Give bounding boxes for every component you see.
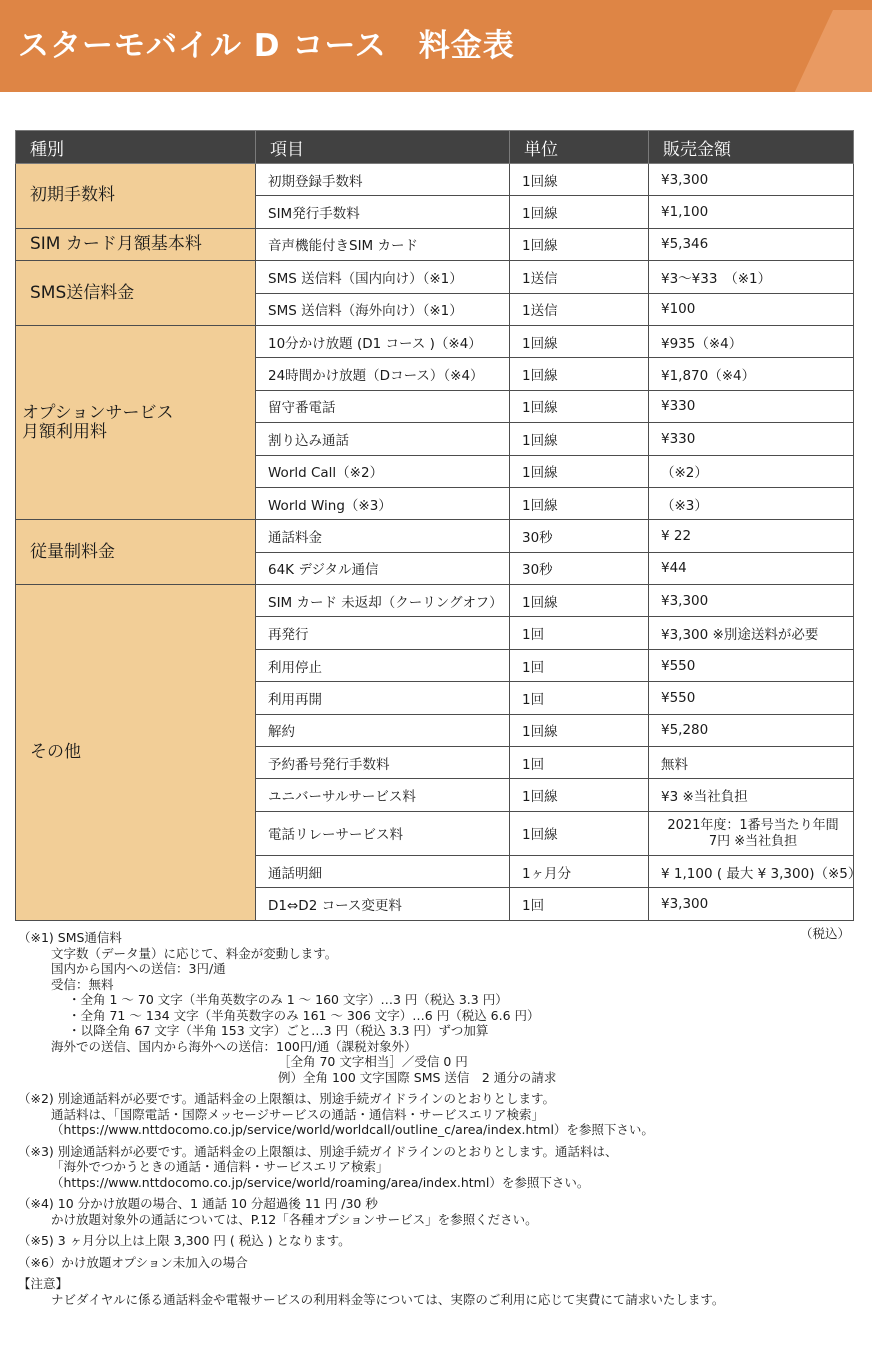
table-row	[16, 325, 854, 357]
unit-cell: 1回	[510, 649, 649, 681]
item-cell: 初期登録手数料	[256, 164, 510, 196]
price-cell: ¥935（※4）	[649, 325, 854, 357]
item-cell: World Call（※2）	[256, 455, 510, 487]
price-cell: ¥100	[649, 293, 854, 325]
price-cell: ¥5,346	[649, 228, 854, 260]
unit-cell: 1回線	[510, 714, 649, 746]
item-cell: 再発行	[256, 617, 510, 649]
unit-cell: 1回	[510, 747, 649, 779]
note-4-heading: （※4) 10 分かけ放題の場合、1 通話 10 分超過後 11 円 /30 秒	[18, 1196, 378, 1211]
price-cell: （※2）	[649, 455, 854, 487]
price-cell: ¥ 1,100 ( 最大 ¥ 3,300)（※5）	[649, 855, 854, 887]
unit-cell: 1回	[510, 682, 649, 714]
item-cell: 利用再開	[256, 682, 510, 714]
unit-cell: 1回	[510, 617, 649, 649]
note-1-line: 受信：無料	[51, 976, 114, 992]
price-cell: ¥330	[649, 423, 854, 455]
note-4-line: かけ放題対象外の通話については、P.12「各種オプションサービス」を参照ください。	[51, 1211, 538, 1227]
category-cell: 初期手数料	[16, 164, 256, 229]
unit-cell: 1回線	[510, 811, 649, 855]
unit-cell: 1送信	[510, 293, 649, 325]
note-1-heading: （※1) SMS通信料	[18, 930, 122, 945]
category-cell: SIM カード月額基本料	[16, 228, 256, 260]
price-cell: ¥3,300	[649, 164, 854, 196]
caution-heading: 【注意】	[18, 1276, 69, 1291]
item-cell: World Wing（※3）	[256, 487, 510, 519]
note-1-line: 文字数（データ量）に応じて、料金が変動します。	[51, 945, 338, 961]
note-5-heading: （※5) 3 ヶ月分以上は上限 3,300 円 ( 税込 ) となります。	[18, 1233, 351, 1248]
price-cell: ¥330	[649, 390, 854, 422]
price-cell: ¥5,280	[649, 714, 854, 746]
price-cell: ¥3～¥33 （※1）	[649, 261, 854, 293]
unit-cell: 1ヶ月分	[510, 855, 649, 887]
unit-cell: 1回線	[510, 196, 649, 228]
header-decoration	[791, 10, 872, 92]
price-cell: ¥3,300	[649, 888, 854, 920]
item-cell: SIM発行手数料	[256, 196, 510, 228]
note-1-line: ・全角 71 ～ 134 文字（半角英数字のみ 161 ～ 306 文字）…6 円（税込 6.6 円）	[68, 1007, 540, 1023]
note-1-line: 例）全角 100 文字国際 SMS 送信 2 通分の請求	[278, 1069, 557, 1085]
item-cell: 通話料金	[256, 520, 510, 552]
item-cell: 10分かけ放題 (D1 コース )（※4）	[256, 325, 510, 357]
note-2-heading: （※2) 別途通話料が必要です。通話料金の上限額は、別途手続ガイドラインのとおりとします。	[18, 1091, 556, 1106]
unit-cell: 30秒	[510, 552, 649, 584]
item-cell: 電話リレーサービス料	[256, 811, 510, 855]
page-title: スターモバイル D コース 料金表	[18, 28, 515, 64]
note-1-line: 海外での送信、国内から海外への送信：100円/通（課税対象外）	[51, 1038, 417, 1054]
item-cell: 留守番電話	[256, 390, 510, 422]
category-cell: その他	[16, 585, 256, 921]
note-3-line: （https://www.nttdocomo.co.jp/service/world/roaming/area/index.html）を参照下さい。	[51, 1174, 590, 1190]
price-cell: ¥3 ※当社負担	[649, 779, 854, 811]
item-cell: 割り込み通話	[256, 423, 510, 455]
table-row	[16, 585, 854, 617]
unit-cell: 1回線	[510, 325, 649, 357]
caution-line: ナビダイヤルに係る通話料金や電報サービスの利用料金等については、実際のご利用に応じて実費にて請求いたします。	[51, 1291, 725, 1307]
table-row	[16, 164, 854, 196]
page-header	[0, 0, 872, 92]
note-3-line: 「海外でつかうときの通話・通信料・サービスエリア検索」	[51, 1159, 389, 1174]
price-cell: ¥550	[649, 682, 854, 714]
unit-cell: 1回	[510, 888, 649, 920]
item-cell: SMS 送信料（国内向け）（※1）	[256, 261, 510, 293]
item-cell: SIM カード 未返却（クーリングオフ）	[256, 585, 510, 617]
unit-cell: 1回線	[510, 455, 649, 487]
item-cell: SMS 送信料（海外向け）（※1）	[256, 293, 510, 325]
tax-included-note: （税込）	[799, 926, 850, 941]
note-2-line: （https://www.nttdocomo.co.jp/service/world/worldcall/outline_c/area/index.html）を参照下さい。	[51, 1122, 654, 1137]
table-row	[16, 261, 854, 293]
item-cell: 音声機能付きSIM カード	[256, 228, 510, 260]
price-cell: ¥3,300 ※別途送料が必要	[649, 617, 854, 649]
unit-cell: 1回線	[510, 487, 649, 519]
price-cell: 無料	[649, 747, 854, 779]
price-cell: ¥1,100	[649, 196, 854, 228]
item-cell: ユニバーサルサービス料	[256, 779, 510, 811]
note-1-line: ・以降全角 67 文字（半角 153 文字）ごと…3 円（税込 3.3 円）ずつ加算	[68, 1023, 489, 1038]
unit-cell: 1回線	[510, 390, 649, 422]
category-cell: オプションサービス 月額利用料	[16, 325, 256, 519]
item-cell: 解約	[256, 714, 510, 746]
price-cell: ¥44	[649, 552, 854, 584]
unit-cell: 1回線	[510, 358, 649, 390]
item-cell: D1⇔D2 コース変更料	[256, 888, 510, 920]
item-cell: 通話明細	[256, 855, 510, 887]
item-cell: 予約番号発行手数料	[256, 747, 510, 779]
price-cell: ¥550	[649, 649, 854, 681]
category-cell: 従量制料金	[16, 520, 256, 585]
table-header-row	[16, 131, 854, 164]
header-item: 項目	[256, 131, 510, 164]
table-row	[16, 228, 854, 260]
price-table	[15, 130, 862, 921]
price-cell: ¥3,300	[649, 585, 854, 617]
category-cell: SMS送信料金	[16, 261, 256, 326]
note-3-heading: （※3) 別途通話料が必要です。通話料金の上限額は、別途手続ガイドラインのとおりとします。通話料は、	[18, 1143, 618, 1159]
header-price: 販売金額	[649, 131, 854, 164]
unit-cell: 1回線	[510, 423, 649, 455]
unit-cell: 30秒	[510, 520, 649, 552]
item-cell: 24時間かけ放題（Dコース）（※4）	[256, 358, 510, 390]
note-6-heading: （※6）かけ放題オプション未加入の場合	[18, 1254, 248, 1270]
unit-cell: 1回線	[510, 779, 649, 811]
price-cell: ¥ 22	[649, 520, 854, 552]
footnotes	[18, 930, 858, 1307]
unit-cell: 1回線	[510, 585, 649, 617]
unit-cell: 1送信	[510, 261, 649, 293]
price-cell: ¥1,870（※4）	[649, 358, 854, 390]
header-unit: 単位	[510, 131, 649, 164]
unit-cell: 1回線	[510, 228, 649, 260]
item-cell: 利用停止	[256, 649, 510, 681]
price-cell: 2021年度：1番号当たり年間 7円 ※当社負担	[649, 811, 854, 855]
header-category: 種別	[16, 131, 256, 164]
item-cell: 64K デジタル通信	[256, 552, 510, 584]
price-cell: （※3）	[649, 487, 854, 519]
table-row	[16, 520, 854, 552]
note-1-line: ・全角 1 ～ 70 文字（半角英数字のみ 1 ～ 160 文字）…3 円（税込 3.3 円）	[68, 992, 508, 1007]
note-2-line: 通話料は、「国際電話・国際メッセージサービスの通話・通信料・サービスエリア検索」	[51, 1106, 545, 1122]
note-1-line: 国内から国内への送信：3円/通	[51, 961, 226, 976]
note-1-line: ［全角 70 文字相当］／受信 0 円	[278, 1054, 468, 1069]
unit-cell: 1回線	[510, 164, 649, 196]
